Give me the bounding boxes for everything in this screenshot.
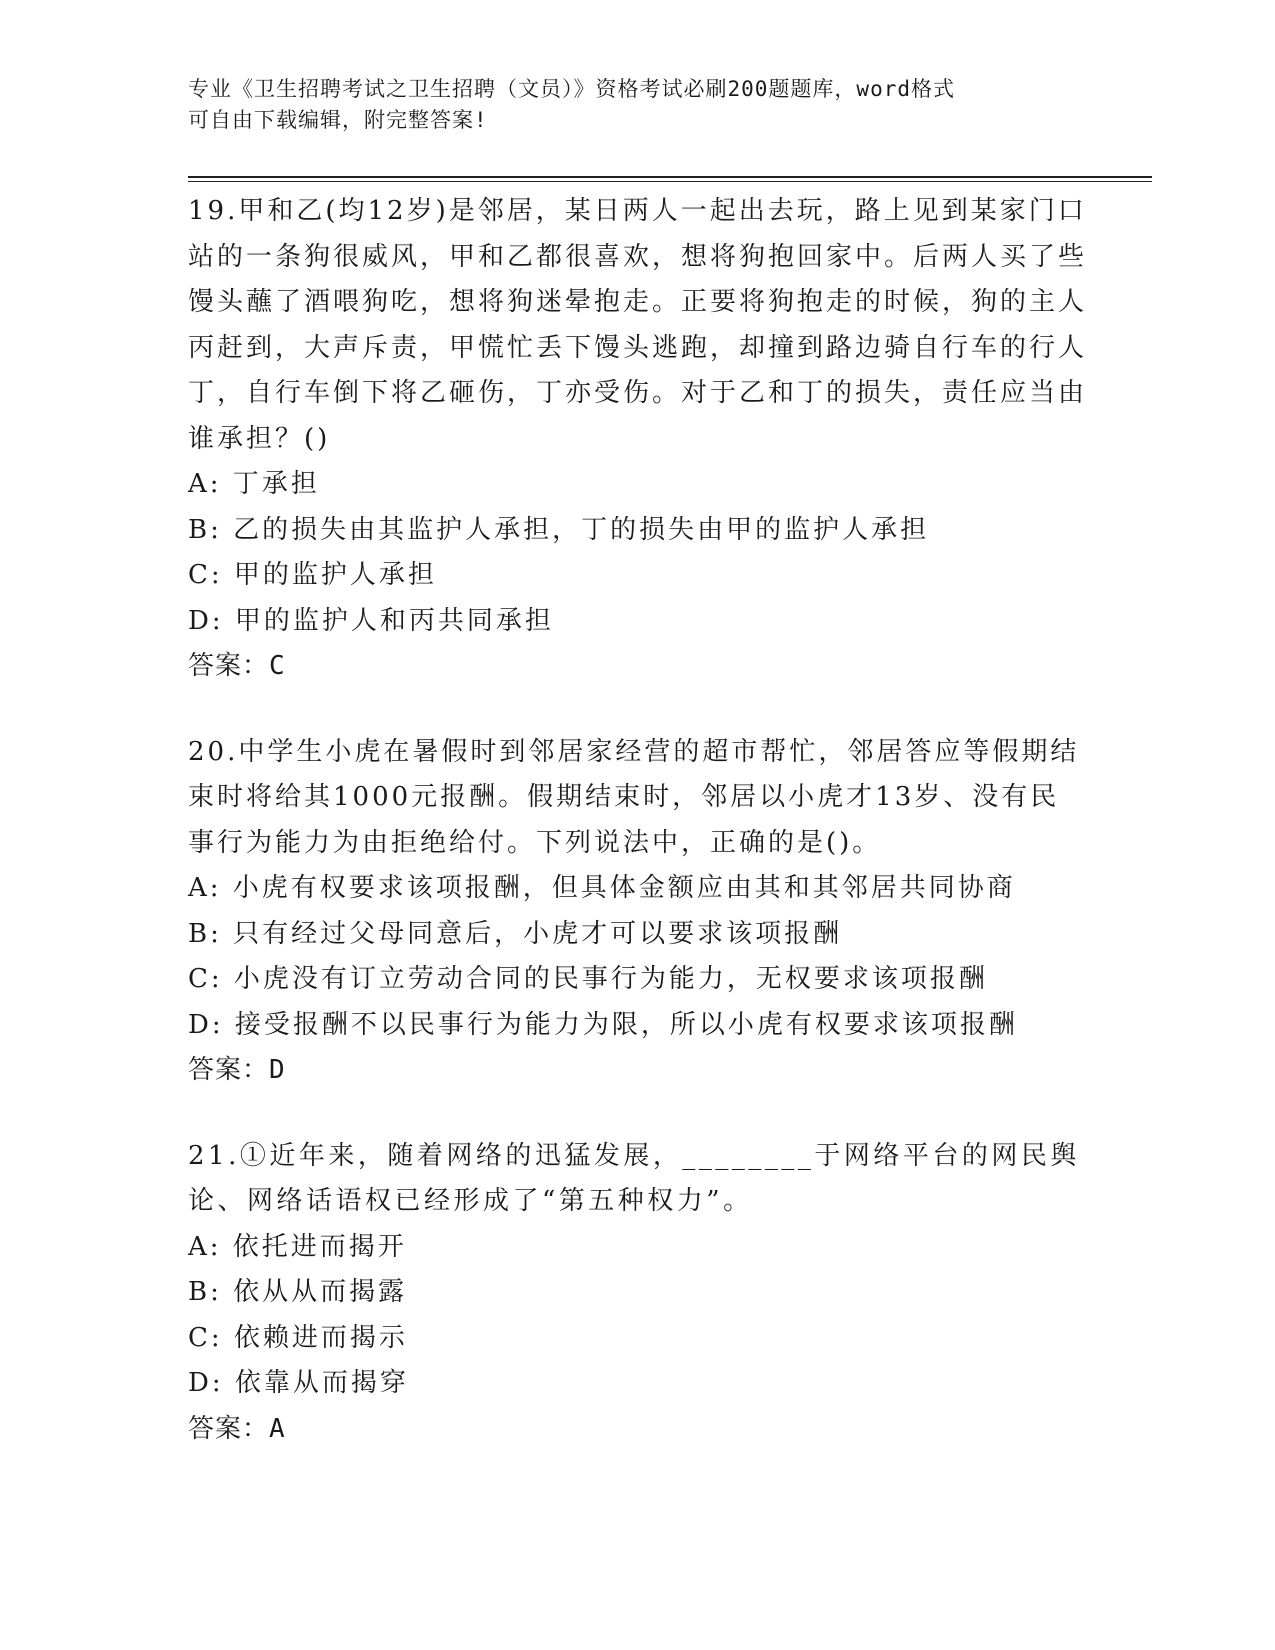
- question-text: 19.甲和乙(均12岁)是邻居，某日两人一起出去玩，路上见到某家门口站的一条狗很威风，甲和乙都很喜欢，想将狗抱回家中。后两人买了些馒头蘸了酒喂狗吃，想将狗迷晕抱走。正要将狗抱走的时候，狗的主人丙赶到，大声斥责，甲慌忙丢下馒头逃跑，却撞到路边骑自行车的行人丁，自行车倒下将乙砸伤，丁亦受伤。对于乙和丁的损失，责任应当由谁承担？(): [188, 196, 1088, 454]
- option-b: B: 只有经过父母同意后，小虎才可以要求该项报酬: [188, 918, 843, 949]
- option-c: C: 甲的监护人承担: [188, 560, 437, 590]
- option-a: A: 小虎有权要求该项报酬，但具体金额应由其和其邻居共同协商: [188, 873, 1016, 903]
- option-b: B: 乙的损失由其监护人承担，丁的损失由甲的监护人承担: [188, 514, 930, 545]
- option-c: C: 小虎没有订立劳动合同的民事行为能力，无权要求该项报酬: [188, 964, 988, 994]
- answer-line: 答案：C: [188, 651, 286, 681]
- answer-line: 答案：A: [188, 1413, 286, 1444]
- question-list: [188, 189, 1088, 1492]
- question-21: [188, 1134, 1088, 1453]
- option-d: D: 甲的监护人和丙共同承担: [188, 605, 554, 636]
- question-20: [188, 730, 1088, 1094]
- header-divider-thick: [188, 176, 1152, 178]
- option-c: C: 依赖进而揭示: [188, 1322, 408, 1353]
- answer-line: 答案：D: [188, 1055, 286, 1085]
- header-line-1: 专业《卫生招聘考试之卫生招聘（文员）》资格考试必刷200题题库，word格式: [188, 77, 955, 101]
- question-text: 21.①近年来，随着网络的迅猛发展，________于网络平台的网民舆论、网络话语权已经形成了“第五种权力”。: [188, 1140, 1080, 1216]
- header-divider-thin: [188, 181, 1152, 182]
- option-a: A: 丁承担: [188, 469, 320, 499]
- option-a: A: 依托进而揭开: [188, 1231, 407, 1262]
- option-d: D: 接受报酬不以民事行为能力为限，所以小虎有权要求该项报酬: [188, 1009, 1018, 1040]
- question-text: 20.中学生小虎在暑假时到邻居家经营的超市帮忙，邻居答应等假期结束时将给其1000元报酬。假期结束时，邻居以小虎才13岁、没有民事行为能力为由拒绝给付。下列说法中，正确的是()。: [188, 736, 1080, 858]
- header-line-2: 可自由下载编辑，附完整答案!: [188, 108, 488, 132]
- option-b: B: 依从从而揭露: [188, 1277, 408, 1307]
- document-header: [188, 74, 1068, 136]
- option-d: D: 依靠从而揭穿: [188, 1368, 409, 1398]
- question-19: [188, 189, 1088, 690]
